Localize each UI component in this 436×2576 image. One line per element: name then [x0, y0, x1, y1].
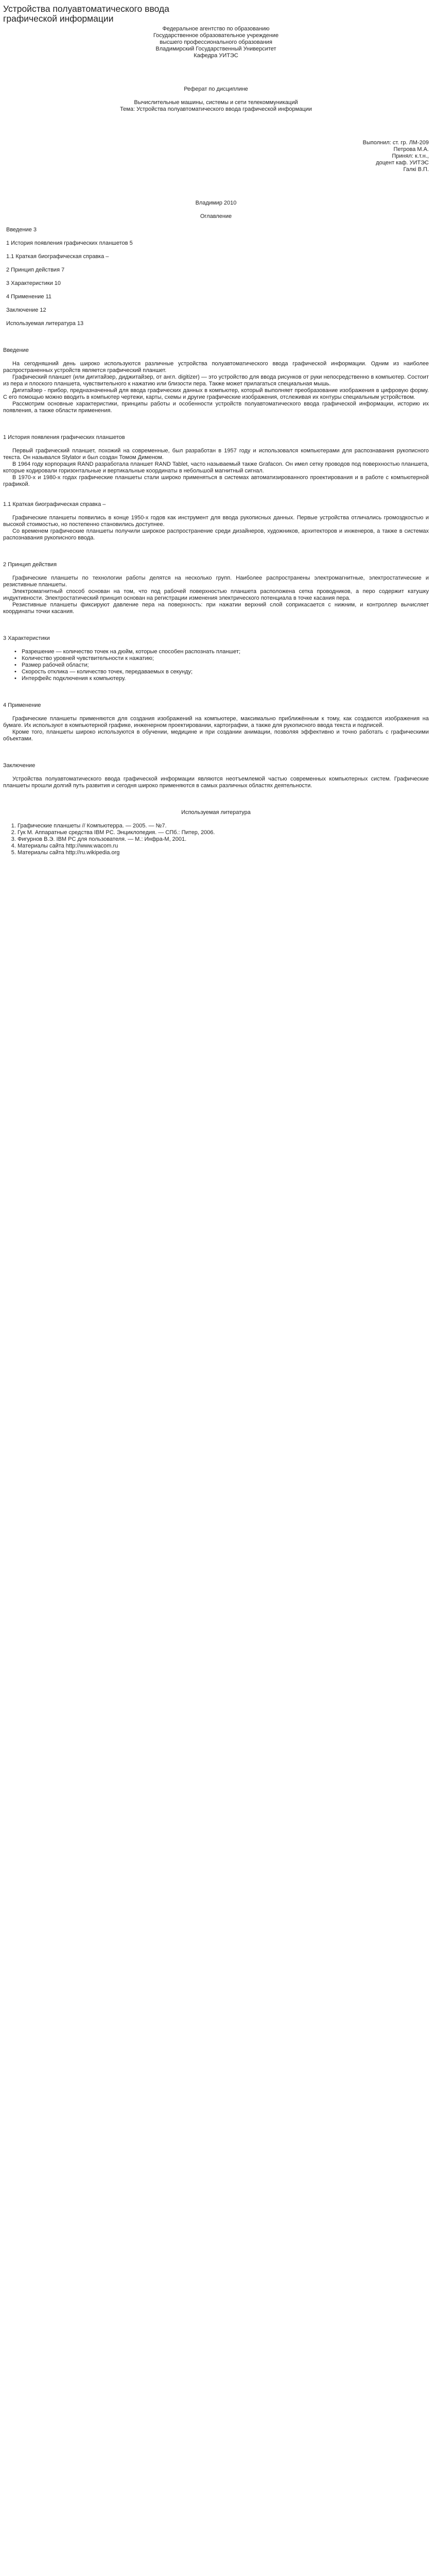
reference-item: 2. Гук М. Аппаратные средства IBM PC. Энциклопедия. — СПб.: Питер, 2006. [18, 829, 429, 836]
toc-item: 1 История появления графических планшетов 5 [6, 240, 133, 246]
document-title: Устройства полуавтоматического ввода графической информации [3, 4, 169, 24]
toc-item: 1.1 Краткая биографическая справка – [6, 253, 109, 260]
work-block [3, 86, 429, 113]
paragraph: Кроме того, планшеты широко используются в обучении, медицине и при создании анимации, позволяя эффективно и точно работать с графическими объектами. [3, 729, 429, 742]
refs-heading: Используемая литература [181, 809, 251, 816]
paragraph: Электромагнитный способ основан на том, что под рабочей поверхностью планшета расположена сетка проводников, а перо содержит катушку индуктивности. Электростатический принцип основан на регистрации изменения электрического потенциала в точке касания пера. [3, 588, 429, 601]
header-line: высшего профессионального образования [160, 39, 272, 45]
references-list [3, 823, 429, 856]
paragraph: В 1970-х и 1980-х годах графические планшеты стали широко применяться в системах автоматизированного проектирования и в работе с компьютерной графикой. [3, 474, 429, 487]
header-line: Владимирский Государственный Университет [155, 46, 276, 52]
author-line: Выполнил: ст. гр. ЛМ-209 [362, 140, 429, 146]
toc-item: 4 Применение 11 [6, 294, 52, 300]
paragraph: Со временем графические планшеты получили широкое распространение среди дизайнеров, художников, архитекторов и инженеров, а также в системах распознавания рукописного ввода. [3, 528, 429, 541]
paragraph: Рассмотрим основные характеристики, принципы работы и особенности устройств полуавтоматического ввода графической информации, историю их появления, а также области применения. [3, 401, 429, 414]
toc-item: 3 Характеристики 10 [6, 280, 61, 286]
author-line: доцент каф. УИТЭС [376, 160, 429, 166]
toc-title: Оглавление [200, 213, 232, 219]
history-heading: 1 История появления графических планшетов [3, 434, 125, 440]
toc-item: Используемая литература 13 [6, 320, 84, 327]
list-item: • Размер рабочей области; [22, 662, 429, 669]
paragraph: В 1964 году корпорация RAND разработала планшет RAND Tablet, часто называемый также Grafacon. Он имел сетку проводов под поверхностью планшета, которые кодировали горизонтальные и вертикальные координаты в небольшой магнитный сигнал. [3, 461, 429, 474]
paragraph: Графический планшет (или дигитайзер, диджитайзер, от англ. digitizer) — это устройство для ввода рисунков от руки непосредственно в компьютер. Состоит из пера и плоского планшета, чувствительного к нажатию или близости пера. Также может прилагаться специальная мышь. [3, 374, 429, 387]
work-line: Тема: Устройства полуавтоматического ввода графической информации [120, 106, 312, 112]
header-block [3, 26, 429, 59]
document [0, 0, 436, 856]
paragraph: Дигитайзер - прибор, предназначенный для ввода графических данных в компьютер, который выполняет преобразование изображения в цифровую форму. С его помощью можно вводить в компьютер чертежи, карты, схемы и другие графические изображения, отслеживая их контуры специальным устройством. [3, 387, 429, 400]
author-line: Принял: к.т.н., [392, 153, 429, 159]
paragraph: Устройства полуавтоматического ввода графической информации являются неотъемлемой частью современных компьютерных систем. Графические планшеты прошли долгий путь развития и сегодня широко применяются в самых различных областях деятельности. [3, 776, 429, 789]
paragraph: Графические планшеты появились в конце 1950-х годов как инструмент для ввода рукописных данных. Первые устройства отличались громоздкостью и высокой стоимостью, но постепенно становились доступнее. [3, 515, 429, 528]
work-line: Реферат по дисциплине [184, 86, 248, 92]
list-item: • Разрешение — количество точек на дюйм, которые способен распознать планшет; [22, 649, 429, 655]
paragraph: Графические планшеты по технологии работы делятся на несколько групп. Наиболее распространены электромагнитные, электростатические и резистивные планшеты. [3, 575, 429, 588]
author-line: Галкі В.П. [403, 166, 429, 173]
principle-heading: 2 Принцип действия [3, 562, 57, 568]
toc-item: Введение 3 [6, 227, 37, 233]
list-item: • Интерфейс подключения к компьютеру. [22, 675, 429, 682]
work-line: Вычислительные машины, системы и сети телекоммуникаций [134, 99, 298, 106]
specs-list [3, 649, 429, 682]
conclusion-heading: Заключение [3, 762, 36, 769]
use-heading: 4 Применение [3, 702, 41, 708]
list-item: • Количество уровней чувствительности к нажатию; [22, 655, 429, 662]
authors-block [3, 140, 429, 173]
paragraph: Первый графический планшет, похожий на современные, был разработан в 1957 году и использовался компьютерами для распознавания рукописного текста. Он назывался Stylator и был создан Томом Дименом. [3, 448, 429, 461]
toc-item: 2 Принцип действия 7 [6, 267, 65, 273]
city-year: Владимир 2010 [195, 200, 237, 206]
paragraph: Резистивные планшеты фиксируют давление пера на поверхность: при нажатии верхний слой соприкасается с нижним, и контроллер вычисляет координаты точки касания. [3, 602, 429, 615]
reference-item: 1. Графические планшеты // Компьютерра. — 2005. — №7. [18, 823, 429, 829]
toc-item: Заключение 12 [6, 307, 46, 313]
reference-item: 4. Материалы сайта http://www.wacom.ru [18, 843, 429, 850]
specs-heading: 3 Характеристики [3, 635, 50, 641]
header-line: Кафедра УИТЭС [194, 53, 238, 59]
paragraph: Графические планшеты применяются для создания изображений на компьютере, максимально приближённым к тому, как создаются изображения на бумаге. Их используют в компьютерной графике, инженерном проектировании, картографии, а также для рукописного ввода текста и подписей. [3, 716, 429, 728]
list-item: • Скорость отклика — количество точек, передаваемых в секунду; [22, 669, 429, 675]
reference-item: 5. Материалы сайта http://ru.wikipedia.org [18, 850, 429, 856]
bio-heading: 1.1 Краткая биографическая справка – [3, 501, 106, 507]
author-line: Петрова М.А. [393, 146, 429, 152]
intro-heading: Введение [3, 347, 29, 353]
table-of-contents [3, 227, 429, 327]
header-line: Государственное образовательное учреждение [153, 32, 279, 39]
paragraph: На сегодняшний день широко используются различные устройства полуавтоматического ввода графической информации. Одним из наиболее распространенных устройств является графический планшет. [3, 361, 429, 374]
header-line: Федеральное агентство по образованию [162, 26, 270, 32]
reference-item: 3. Фигурнов В.Э. IBM PC для пользователя. — М.: Инфра-М, 2001. [18, 836, 429, 843]
